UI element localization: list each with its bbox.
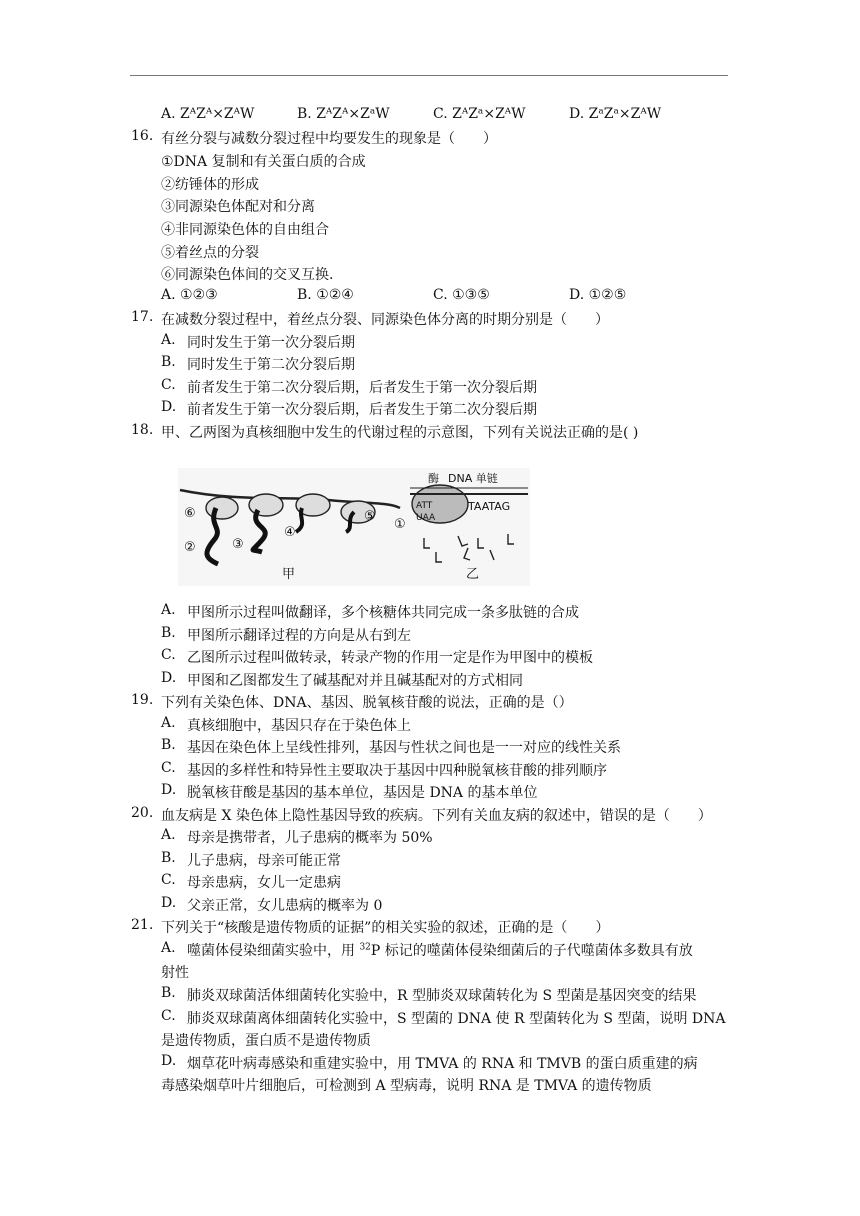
option-text: 甲图所示翻译过程的方向是从右到左 [187,628,411,644]
q15-option-a: A. ZᴬZᴬ×ZᴬW [161,106,255,122]
option-text: 甲图所示过程叫做翻译，多个核糖体共同完成一条多肽链的合成 [187,605,579,621]
dna-strand-label: DNA 单链 [448,472,498,485]
q16-option-d: D. ①②⑤ [569,287,627,303]
translation-transcription-figure [178,468,530,586]
option-letter: D. [161,895,177,911]
question-number: 18. [131,422,154,438]
option-letter: A. [161,715,176,731]
option-text: 母亲是携带者，儿子患病的概率为 50% [187,830,433,846]
option-text: 甲图和乙图都发生了碱基配对并且碱基配对的方式相同 [187,673,523,689]
option-letter: A. [161,602,176,618]
option-letter: B. [161,850,176,866]
question-stem: 有丝分裂与减数分裂过程中均要发生的现象是（ ） [161,131,497,147]
left-sequence: ATT [416,501,433,511]
option-letter: A. [161,827,176,843]
option-letter: C. [161,760,176,776]
option-text: 父亲正常，女儿患病的概率为 0 [187,898,383,914]
statement-item: ①DNA 复制和有关蛋白质的合成 [161,154,366,170]
header-rule [130,75,728,76]
option-text: 同时发生于第一次分裂后期 [187,335,355,351]
option-text: 真核细胞中，基因只存在于染色体上 [187,718,411,734]
statement-item: ③同源染色体配对和分离 [161,199,315,215]
statement-item: ⑤着丝点的分裂 [161,245,259,261]
figure-label-5: ⑤ [364,509,376,524]
option-letter: B. [161,737,176,753]
option-letter: A. [161,940,176,956]
option-text: 前者发生于第一次分裂后期，后者发生于第二次分裂后期 [187,402,537,418]
option-letter: B. [161,985,176,1001]
option-text: 前者发生于第二次分裂后期，后者发生于第一次分裂后期 [187,380,537,396]
option-text: 肺炎双球菌活体细菌转化实验中，R 型肺炎双球菌转化为 S 型菌是基因突变的结果 [187,988,697,1004]
option-text: 同时发生于第二次分裂后期 [187,357,355,373]
q16-option-b: B. ①②④ [297,287,354,303]
option-text: 脱氧核苷酸是基因的基本单位，基因是 DNA 的基本单位 [187,785,538,801]
option-letter: D. [161,782,177,798]
figure-label-4: ④ [284,525,296,540]
question-stem: 血友病是 X 染色体上隐性基因导致的疾病。下列有关血友病的叙述中，错误的是（ ） [161,808,712,824]
option-letter: C. [161,872,176,888]
option-text: 肺炎双球菌离体细菌转化实验中，S 型菌的 DNA 使 R 型菌转化为 S 型菌，说明 DNA [187,1011,726,1027]
figure-caption-yi: 乙 [466,567,480,582]
option-letter: C. [161,377,176,393]
option-text: 基因在染色体上呈线性排列，基因与性状之间也是一一对应的线性关系 [187,740,621,756]
option-text: 基因的多样性和特异性主要取决于基因中四种脱氧核苷酸的排列顺序 [187,763,607,779]
question-stem: 下列关于“核酸是遗传物质的证据”的相关实验的叙述，正确的是（ ） [161,920,610,936]
question-number: 20. [131,805,154,821]
option-letter: B. [161,625,176,641]
option-text-continued: 毒感染烟草叶片细胞后，可检测到 A 型病毒，说明 RNA 是 TMVA 的遗传物质 [161,1078,652,1094]
q15-option-d: D. ZᵃZᵃ×ZᴬW [569,106,662,122]
figure-label-6: ⑥ [184,506,196,521]
question-number: 21. [131,917,154,933]
option-text: 噬菌体侵染细菌实验中，用 $^{32}$P 标记的噬菌体侵染细菌后的子代噬菌体多数具有放 [187,942,693,959]
question-stem: 甲、乙两图为真核细胞中发生的代谢过程的示意图，下列有关说法正确的是( ) [161,425,639,441]
question-stem: 下列有关染色体、DNA、基因、脱氧核苷酸的说法，正确的是（） [161,695,573,711]
statement-item: ⑥同源染色体间的交叉互换. [161,267,334,283]
option-text-continued: 是遗传物质，蛋白质不是遗传物质 [161,1033,371,1049]
option-letter: B. [161,354,176,370]
left-rna-sequence: UAA [416,513,436,523]
question-number: 16. [131,128,154,144]
ribosome [206,497,238,519]
option-letter: A. [161,332,176,348]
enzyme-label: 酶 [428,472,439,485]
statement-item: ②纺锤体的形成 [161,177,259,193]
figure-label-2: ② [184,540,196,555]
question-number: 19. [131,692,154,708]
option-text-continued: 射性 [161,965,189,981]
q16-option-a: A. ①②③ [161,287,218,303]
option-letter: D. [161,670,177,686]
option-letter: D. [161,1053,177,1069]
option-letter: D. [161,399,177,415]
q15-option-c: C. ZᴬZᵃ×ZᴬW [433,106,526,122]
figure-caption-jia: 甲 [282,567,296,582]
q15-option-b: B. ZᴬZᴬ×ZᵃW [297,106,390,122]
question-stem: 在减数分裂过程中，着丝点分裂、同源染色体分离的时期分别是（ ） [161,312,609,328]
option-text: 烟草花叶病毒感染和重建实验中，用 TMVA 的 RNA 和 TMVB 的蛋白质重建的病 [187,1056,698,1072]
q16-option-c: C. ①③⑤ [433,287,490,303]
option-letter: C. [161,647,176,663]
figure-label-1: ① [394,517,406,532]
option-text: 乙图所示过程叫做转录，转录产物的作用一定是作为甲图中的模板 [187,650,593,666]
question-number: 17. [131,309,154,325]
figure-label-3: ③ [232,537,244,552]
option-text: 儿子患病，母亲可能正常 [187,853,341,869]
option-text: 母亲患病，女儿一定患病 [187,875,341,891]
template-sequence: TAATAG [468,500,511,513]
option-letter: C. [161,1008,176,1024]
statement-item: ④非同源染色体的自由组合 [161,222,329,238]
